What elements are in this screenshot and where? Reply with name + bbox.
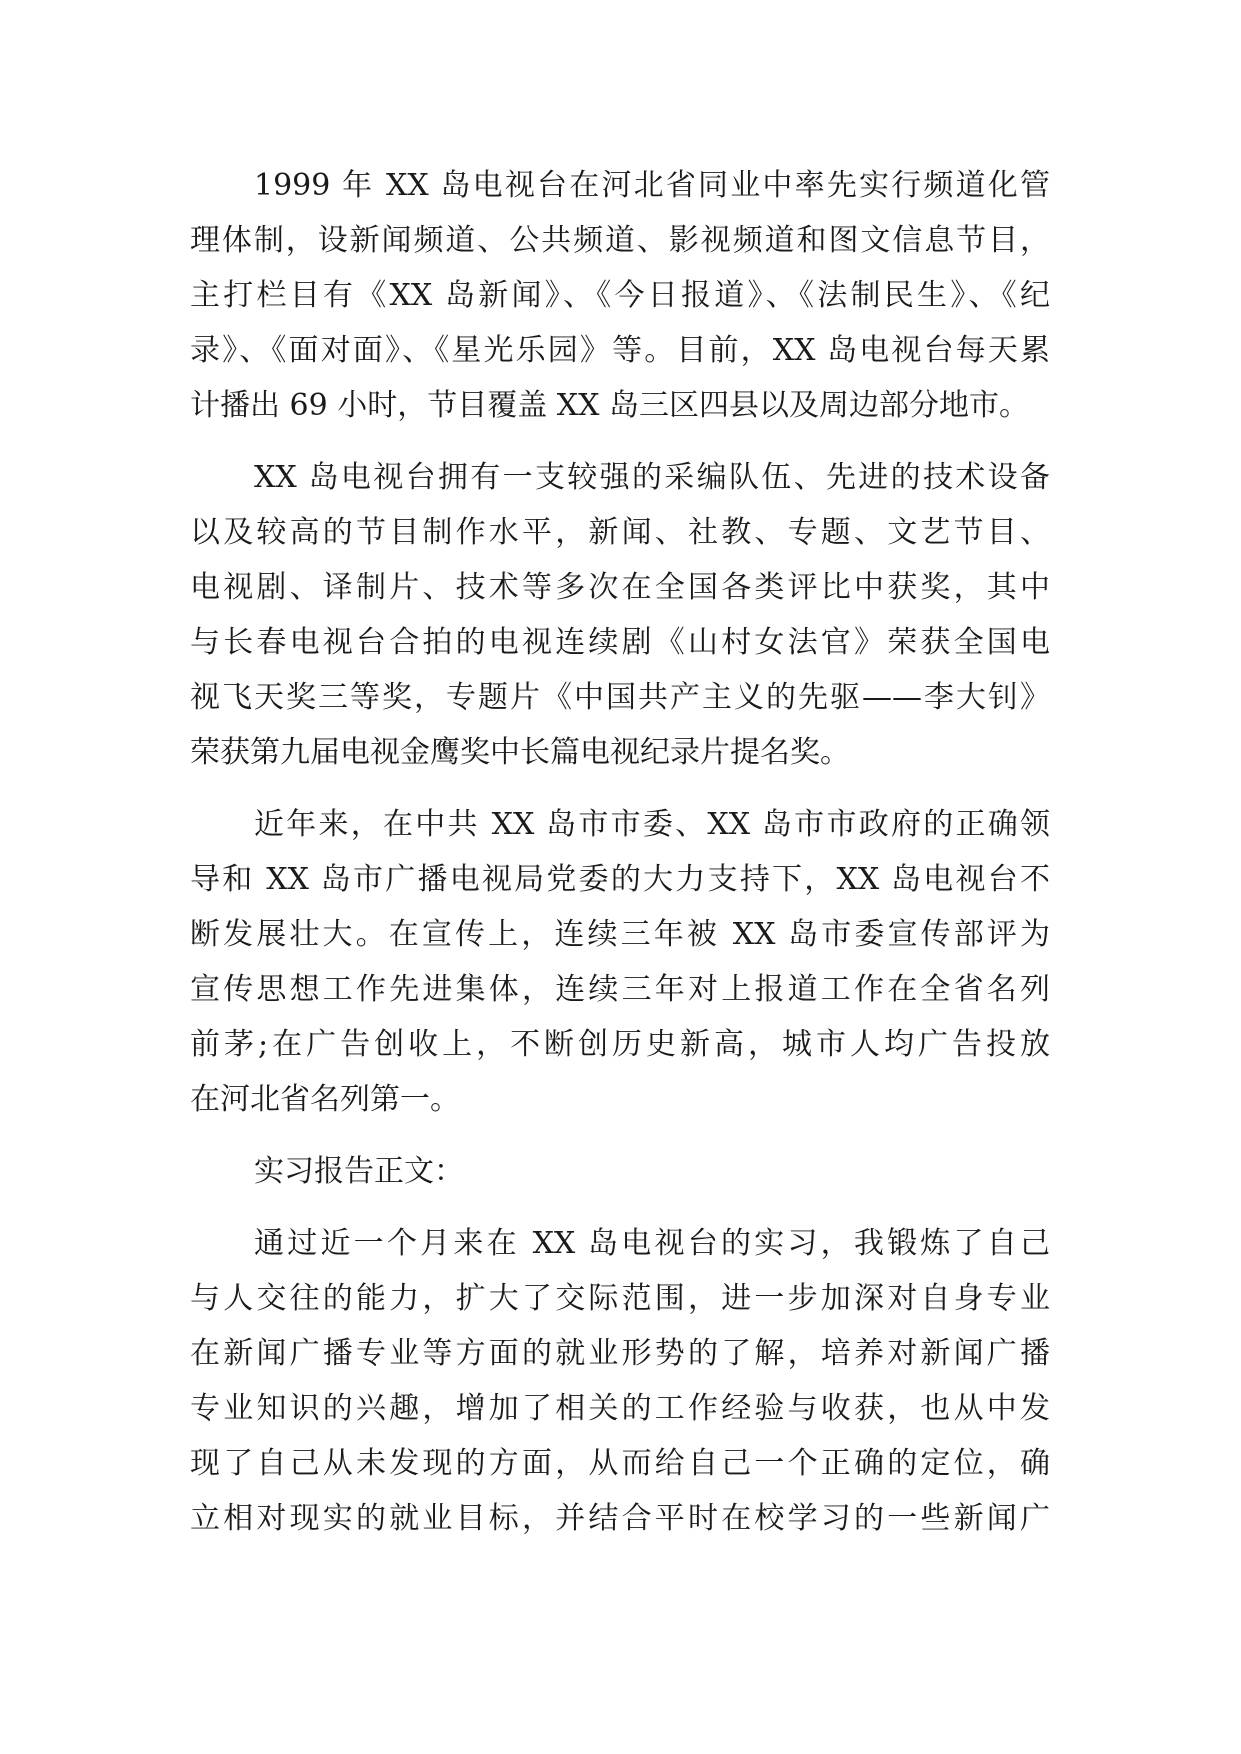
document-body bbox=[190, 158, 1050, 1563]
text-line: 计播出 69 小时，节目覆盖 XX 岛三区四县以及周边部分地市。 bbox=[190, 388, 1030, 423]
text-line: 在河北省名列第一。 bbox=[190, 1082, 460, 1117]
paragraph bbox=[190, 1216, 1050, 1546]
text-line: 与长春电视台合拍的电视连续剧《山村女法官》荣获全国电 bbox=[190, 625, 1050, 660]
paragraph bbox=[190, 797, 1050, 1127]
paragraph bbox=[190, 158, 1050, 433]
text-line: 前茅;在广告创收上，不断创历史新高，城市人均广告投放 bbox=[190, 1027, 1050, 1062]
text-line: 以及较高的节目制作水平，新闻、社教、专题、文艺节目、 bbox=[190, 515, 1050, 550]
text-line: 导和 XX 岛市广播电视局党委的大力支持下，XX 岛电视台不 bbox=[190, 862, 1050, 897]
text-line: 实习报告正文： bbox=[254, 1154, 464, 1189]
text-line: 理体制，设新闻频道、公共频道、影视频道和图文信息节目， bbox=[190, 223, 1050, 258]
text-line: 1999 年 XX 岛电视台在河北省同业中率先实行频道化管 bbox=[254, 168, 1050, 203]
text-line: 荣获第九届电视金鹰奖中长篇电视纪录片提名奖。 bbox=[190, 735, 850, 770]
text-line: 在新闻广播专业等方面的就业形势的了解，培养对新闻广播 bbox=[190, 1336, 1050, 1371]
text-line: 与人交往的能力，扩大了交际范围，进一步加深对自身专业 bbox=[190, 1281, 1050, 1316]
text-line: 立相对现实的就业目标，并结合平时在校学习的一些新闻广 bbox=[190, 1501, 1050, 1536]
paragraph bbox=[190, 1144, 1050, 1199]
text-line: 断发展壮大。在宣传上，连续三年被 XX 岛市委宣传部评为 bbox=[190, 917, 1050, 952]
text-line: 现了自己从未发现的方面，从而给自己一个正确的定位，确 bbox=[190, 1446, 1050, 1481]
text-line: 电视剧、译制片、技术等多次在全国各类评比中获奖，其中 bbox=[190, 570, 1050, 605]
text-line: 通过近一个月来在 XX 岛电视台的实习，我锻炼了自己 bbox=[254, 1226, 1050, 1261]
text-line: 录》、《面对面》、《星光乐园》等。目前，XX 岛电视台每天累 bbox=[190, 333, 1050, 368]
paragraph bbox=[190, 450, 1050, 780]
text-line: 视飞天奖三等奖，专题片《中国共产主义的先驱——李大钊》 bbox=[190, 680, 1050, 715]
text-line: 专业知识的兴趣，增加了相关的工作经验与收获，也从中发 bbox=[190, 1391, 1050, 1426]
text-line: 近年来，在中共 XX 岛市市委、XX 岛市市政府的正确领 bbox=[254, 807, 1050, 842]
text-line: XX 岛电视台拥有一支较强的采编队伍、先进的技术设备 bbox=[254, 460, 1050, 495]
text-line: 主打栏目有《XX 岛新闻》、《今日报道》、《法制民生》、《纪 bbox=[190, 278, 1050, 313]
text-line: 宣传思想工作先进集体，连续三年对上报道工作在全省名列 bbox=[190, 972, 1050, 1007]
